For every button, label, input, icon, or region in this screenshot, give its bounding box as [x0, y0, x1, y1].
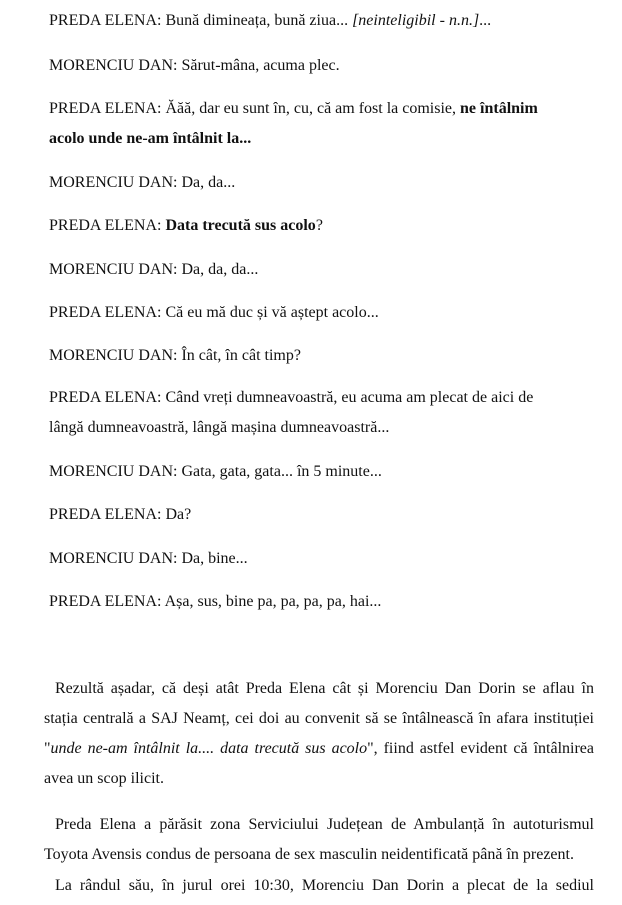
dialogue-line-11: PREDA ELENA: Da?	[49, 506, 192, 523]
body-paragraph-2	[44, 815, 594, 865]
dialogue-line-3-continuation: acolo unde ne-am întâlnit la...	[49, 130, 252, 147]
speaker-morenciu: MORENCIU DAN:	[49, 174, 178, 191]
speaker-morenciu: MORENCIU DAN:	[49, 57, 178, 74]
paragraph-line: La rândul său, în jurul orei 10:30, Morenciu Dan Dorin a plecat de la sediul	[55, 877, 594, 894]
dialogue-line-8: MORENCIU DAN: În cât, în cât timp?	[49, 347, 301, 364]
dialogue-line-13: PREDA ELENA: Așa, sus, bine pa, pa, pa, pa, hai...	[49, 593, 382, 610]
body-paragraph-3	[44, 876, 594, 896]
speaker-morenciu: MORENCIU DAN:	[49, 347, 178, 364]
dialogue-line-12: MORENCIU DAN: Da, bine...	[49, 550, 248, 567]
speaker-preda: PREDA ELENA:	[49, 100, 162, 117]
speaker-preda: PREDA ELENA:	[49, 389, 162, 406]
dialogue-line-3: PREDA ELENA: Ăăă, dar eu sunt în, cu, că am fost la comisie, ne întâlnim	[49, 100, 538, 117]
paragraph-line: Toyota Avensis condus de persoana de sex masculin neidentificată până în prezent.	[44, 846, 574, 863]
dialogue-line-9: PREDA ELENA: Când vreți dumneavoastră, eu acuma am plecat de aici de	[49, 389, 534, 406]
paragraph-line: Rezultă așadar, că deși atât Preda Elena cât și Morenciu Dan Dorin se aflau în	[55, 680, 594, 697]
speaker-preda: PREDA ELENA:	[49, 593, 162, 610]
paragraph-line: stația centrală a SAJ Neamț, cei doi au convenit să se întâlnească în afara instituției	[44, 710, 594, 727]
dialogue-line-5: PREDA ELENA: Data trecută sus acolo?	[49, 217, 323, 234]
speaker-morenciu: MORENCIU DAN:	[49, 550, 178, 567]
speaker-preda: PREDA ELENA:	[49, 12, 162, 29]
dialogue-line-6: MORENCIU DAN: Da, da, da...	[49, 261, 259, 278]
speaker-morenciu: MORENCIU DAN:	[49, 261, 178, 278]
dialogue-line-1: PREDA ELENA: Bună dimineața, bună ziua... [neinteligibil - n.n.]...	[49, 12, 492, 29]
dialogue-line-9-continuation: lângă dumneavoastră, lângă mașina dumneavoastră...	[49, 419, 390, 436]
speaker-preda: PREDA ELENA:	[49, 304, 162, 321]
dialogue-line-10: MORENCIU DAN: Gata, gata, gata... în 5 minute...	[49, 463, 382, 480]
body-paragraph-1	[44, 679, 594, 789]
paragraph-line: Preda Elena a părăsit zona Serviciului Județean de Ambulanță în autoturismul	[55, 816, 594, 833]
speaker-preda: PREDA ELENA:	[49, 506, 162, 523]
paragraph-line: avea un scop ilicit.	[44, 770, 164, 787]
paragraph-line: "unde ne-am întâlnit la.... data trecută sus acolo", fiind astfel evident că întâlnirea	[44, 740, 594, 757]
speaker-morenciu: MORENCIU DAN:	[49, 463, 178, 480]
dialogue-line-7: PREDA ELENA: Că eu mă duc și vă aștept acolo...	[49, 304, 379, 321]
dialogue-line-4: MORENCIU DAN: Da, da...	[49, 174, 236, 191]
speaker-preda: PREDA ELENA:	[49, 217, 162, 234]
dialogue-line-2: MORENCIU DAN: Sărut-mâna, acuma plec.	[49, 57, 340, 74]
